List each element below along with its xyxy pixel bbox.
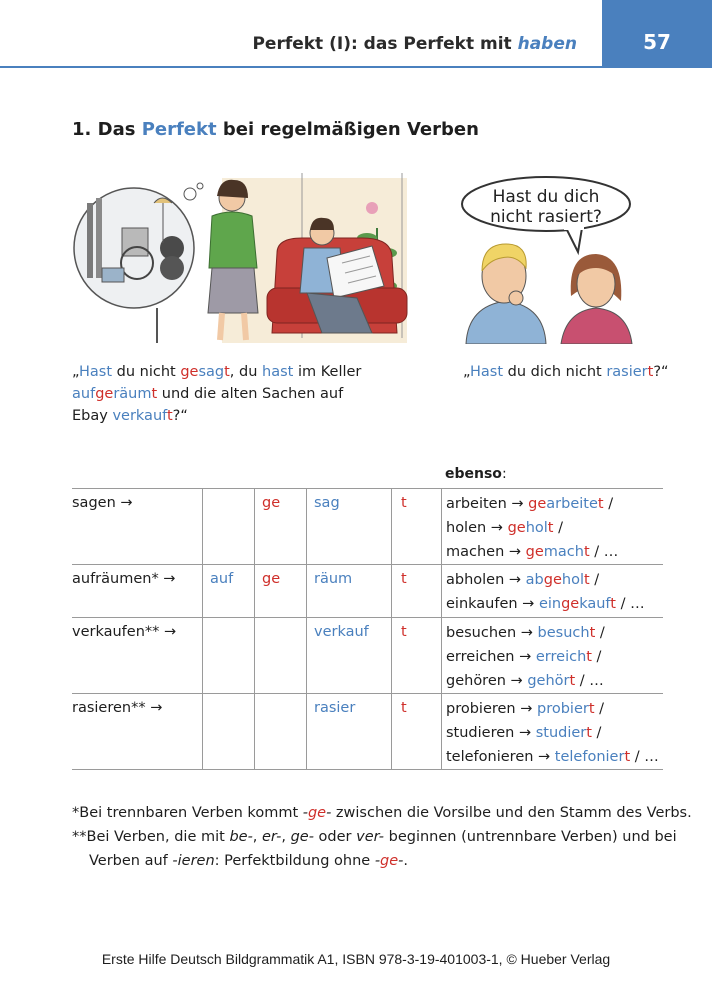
text-segment: auf [72, 386, 96, 402]
woman-drawing [561, 254, 632, 344]
example-line [446, 745, 659, 769]
table-cell-ge [254, 694, 306, 769]
text-segment: t [583, 544, 590, 560]
text-segment: du nicht [112, 364, 181, 380]
table-cell-ge [254, 618, 306, 693]
text-segment: t [569, 673, 576, 689]
text-segment: arbeiten → [446, 496, 529, 512]
verb-prefix: auf [210, 571, 234, 587]
text-segment: ge [525, 544, 544, 560]
table-cell-stem [306, 618, 391, 693]
text-segment: ein [538, 596, 562, 612]
text-segment: „ [72, 364, 79, 380]
text-segment: gehören → [446, 673, 528, 689]
man-drawing [466, 244, 546, 344]
table-cell-t [391, 489, 441, 564]
text-segment: / … [575, 673, 604, 689]
text-segment: ge [180, 364, 199, 380]
example-line [446, 540, 618, 564]
text-segment: t [547, 520, 554, 536]
table-row [72, 617, 663, 693]
examples-list [446, 697, 659, 769]
text-segment: räum [113, 386, 152, 402]
verb-stem: verkauf [314, 624, 369, 640]
text-segment: ge [507, 520, 526, 536]
table-cell-prefix [202, 618, 254, 693]
table-cell-infinitive [72, 565, 202, 617]
text-segment: be- [229, 829, 253, 845]
text-segment: machen → [446, 544, 526, 560]
table-cell-stem [306, 694, 391, 769]
table-row [72, 488, 663, 564]
verb-ending: t [401, 624, 407, 640]
table-cell-infinitive [72, 489, 202, 564]
example-line [446, 568, 645, 592]
text-segment: hol [561, 572, 584, 588]
text-segment: t [589, 625, 596, 641]
text-segment: sag [198, 364, 225, 380]
table-cell-examples [441, 618, 663, 693]
text-segment: t [588, 701, 595, 717]
text-segment: t [224, 364, 230, 380]
text-segment: Hast [470, 364, 504, 380]
text-segment: t [586, 649, 592, 665]
illustration-couple [456, 176, 646, 344]
text-segment: studieren → [446, 725, 536, 741]
text-segment: t [624, 749, 631, 765]
verb-ending: t [401, 700, 407, 716]
table-row [72, 564, 663, 617]
examples-list [446, 568, 645, 616]
verb-ge: ge [262, 571, 281, 587]
text-segment: t [166, 408, 173, 424]
text-segment: er- [262, 829, 282, 845]
text-segment: mach [543, 544, 584, 560]
text-segment: / … [630, 749, 659, 765]
text-segment: probieren → [446, 701, 537, 717]
table-cell-ge [254, 489, 306, 564]
text-segment: besuchen → [446, 625, 538, 641]
text-segment: / [553, 520, 563, 536]
example-line [446, 645, 605, 669]
text-segment: hast [262, 364, 294, 380]
table-row [72, 693, 663, 770]
text-segment: ge [95, 386, 114, 402]
text-segment: , du [229, 364, 263, 380]
ebenso-word: ebenso [445, 466, 502, 482]
text-segment: ge [380, 853, 399, 869]
text-segment: / … [615, 596, 645, 612]
text-segment: ge [543, 572, 562, 588]
table-cell-stem [306, 565, 391, 617]
text-segment: verkauf [112, 408, 167, 424]
text-segment: du dich nicht [503, 364, 607, 380]
text-segment: - [302, 805, 308, 821]
text-segment: kauf [579, 596, 611, 612]
table-cell-examples [441, 489, 663, 564]
speech-bubble [462, 177, 630, 252]
text-segment: ab [525, 572, 544, 588]
text-segment: Verben auf [89, 853, 173, 869]
text-segment: erreich [535, 649, 587, 665]
text-segment: t [583, 572, 590, 588]
text-segment: „ [463, 364, 470, 380]
verb-infinitive: rasieren** → [72, 700, 163, 716]
verb-stem: rasier [314, 700, 356, 716]
table-cell-infinitive [72, 694, 202, 769]
text-segment: / … [589, 544, 619, 560]
text-segment: probier [537, 701, 589, 717]
footnote-inseparable-continued [89, 849, 408, 873]
text-segment: oder [313, 829, 357, 845]
table-cell-prefix [202, 489, 254, 564]
text-segment: ver- [356, 829, 385, 845]
text-segment: erreichen → [446, 649, 536, 665]
text-segment: t [610, 596, 616, 612]
page-number: 57 [643, 30, 671, 54]
verb-infinitive: aufräumen* → [72, 571, 176, 587]
table-cell-t [391, 565, 441, 617]
text-segment: Hast [79, 364, 113, 380]
page-number-box [602, 0, 712, 68]
text-segment: : Perfektbildung ohne [214, 853, 375, 869]
table-cell-t [391, 618, 441, 693]
text-segment: und die alten Sachen auf Ebay [72, 386, 344, 424]
text-segment: im Keller [293, 364, 362, 380]
text-segment: t [151, 386, 158, 402]
header-rule [0, 66, 602, 68]
text-segment: . [403, 853, 409, 869]
verb-ending: t [401, 571, 407, 587]
section-heading-suffix: bei regelmäßigen Verben [216, 119, 479, 140]
text-segment: rasier [606, 364, 648, 380]
text-segment: beginnen (untrennbare Verben) und bei [384, 829, 677, 845]
header-title [0, 34, 577, 54]
table-cell-prefix [202, 694, 254, 769]
table-cell-t [391, 694, 441, 769]
table-cell-infinitive [72, 618, 202, 693]
text-segment: besuch [537, 625, 590, 641]
text-segment: ge [307, 805, 327, 821]
cellar-thought-circle [74, 188, 194, 308]
conjugation-table [72, 488, 663, 770]
text-segment: , [281, 829, 291, 845]
ebenso-label [445, 466, 507, 482]
speech-bubble-line2: nicht rasiert? [490, 207, 602, 227]
text-segment: - [398, 853, 404, 869]
text-segment: / [591, 725, 602, 741]
text-segment: / [594, 701, 605, 717]
text-segment: / [595, 625, 605, 641]
text-segment: ge [561, 596, 580, 612]
example-line [446, 721, 659, 745]
illustration-living-room [72, 168, 412, 348]
example-line [446, 621, 605, 645]
verb-stem: sag [314, 495, 340, 511]
text-segment: t [597, 496, 604, 512]
text-segment: ge- [290, 829, 314, 845]
verb-ge: ge [262, 495, 281, 511]
text-segment: ?“ [172, 408, 188, 424]
text-segment: t [647, 364, 654, 380]
ebenso-colon: : [501, 466, 507, 482]
section-heading-prefix: 1. Das [72, 119, 142, 140]
speech-bubble-line1: Hast du dich [492, 187, 600, 207]
table-cell-stem [306, 489, 391, 564]
text-segment: studier [535, 725, 587, 741]
examples-list [446, 492, 618, 564]
example-line [446, 669, 605, 693]
example-line [446, 516, 618, 540]
header-title-prefix: Perfekt (I): das Perfekt mit [252, 34, 518, 54]
section-heading [72, 119, 479, 140]
text-segment: telefonieren → [446, 749, 555, 765]
verb-infinitive: sagen → [72, 495, 133, 511]
caption-left [72, 361, 382, 427]
text-segment: einkaufen → [446, 596, 539, 612]
text-segment: holen → [446, 520, 508, 536]
table-cell-ge [254, 565, 306, 617]
example-line [446, 492, 618, 516]
text-segment: t [586, 725, 592, 741]
text-segment: , [252, 829, 263, 845]
text-segment: / [591, 649, 602, 665]
footnote-separable [72, 801, 692, 825]
caption-right [463, 361, 693, 383]
table-cell-prefix [202, 565, 254, 617]
text-segment: arbeite [546, 496, 598, 512]
example-line [446, 592, 645, 616]
text-segment: ?“ [653, 364, 669, 380]
verb-stem: räum [314, 571, 353, 587]
text-segment: - [374, 853, 381, 869]
text-segment: **Bei Verben, die mit [72, 829, 230, 845]
text-segment: ge [528, 496, 547, 512]
footer-citation: Erste Hilfe Deutsch Bildgrammatik A1, ISBN 978-3-19-401003-1, © Hueber Verlag [101, 951, 611, 967]
text-segment: *Bei trennbaren Verben kommt [72, 805, 303, 821]
text-segment: / [603, 496, 614, 512]
table-cell-examples [441, 565, 663, 617]
text-segment: hol [525, 520, 548, 536]
examples-list [446, 621, 605, 693]
header-title-emphasis: haben [517, 34, 577, 54]
section-heading-emphasis: Perfekt [141, 119, 217, 140]
example-line [446, 697, 659, 721]
text-segment: / [589, 572, 600, 588]
verb-infinitive: verkaufen** → [72, 624, 177, 640]
text-segment: - [326, 805, 332, 821]
text-segment: -ieren [172, 853, 215, 869]
table-cell-examples [441, 694, 663, 769]
text-segment: zwischen die Vorsilbe und den Stamm des Verbs. [331, 805, 692, 821]
footnote-inseparable [72, 825, 677, 849]
text-segment: abholen → [446, 572, 526, 588]
verb-ending: t [401, 495, 407, 511]
text-segment: gehör [527, 673, 570, 689]
text-segment: telefonier [554, 749, 625, 765]
